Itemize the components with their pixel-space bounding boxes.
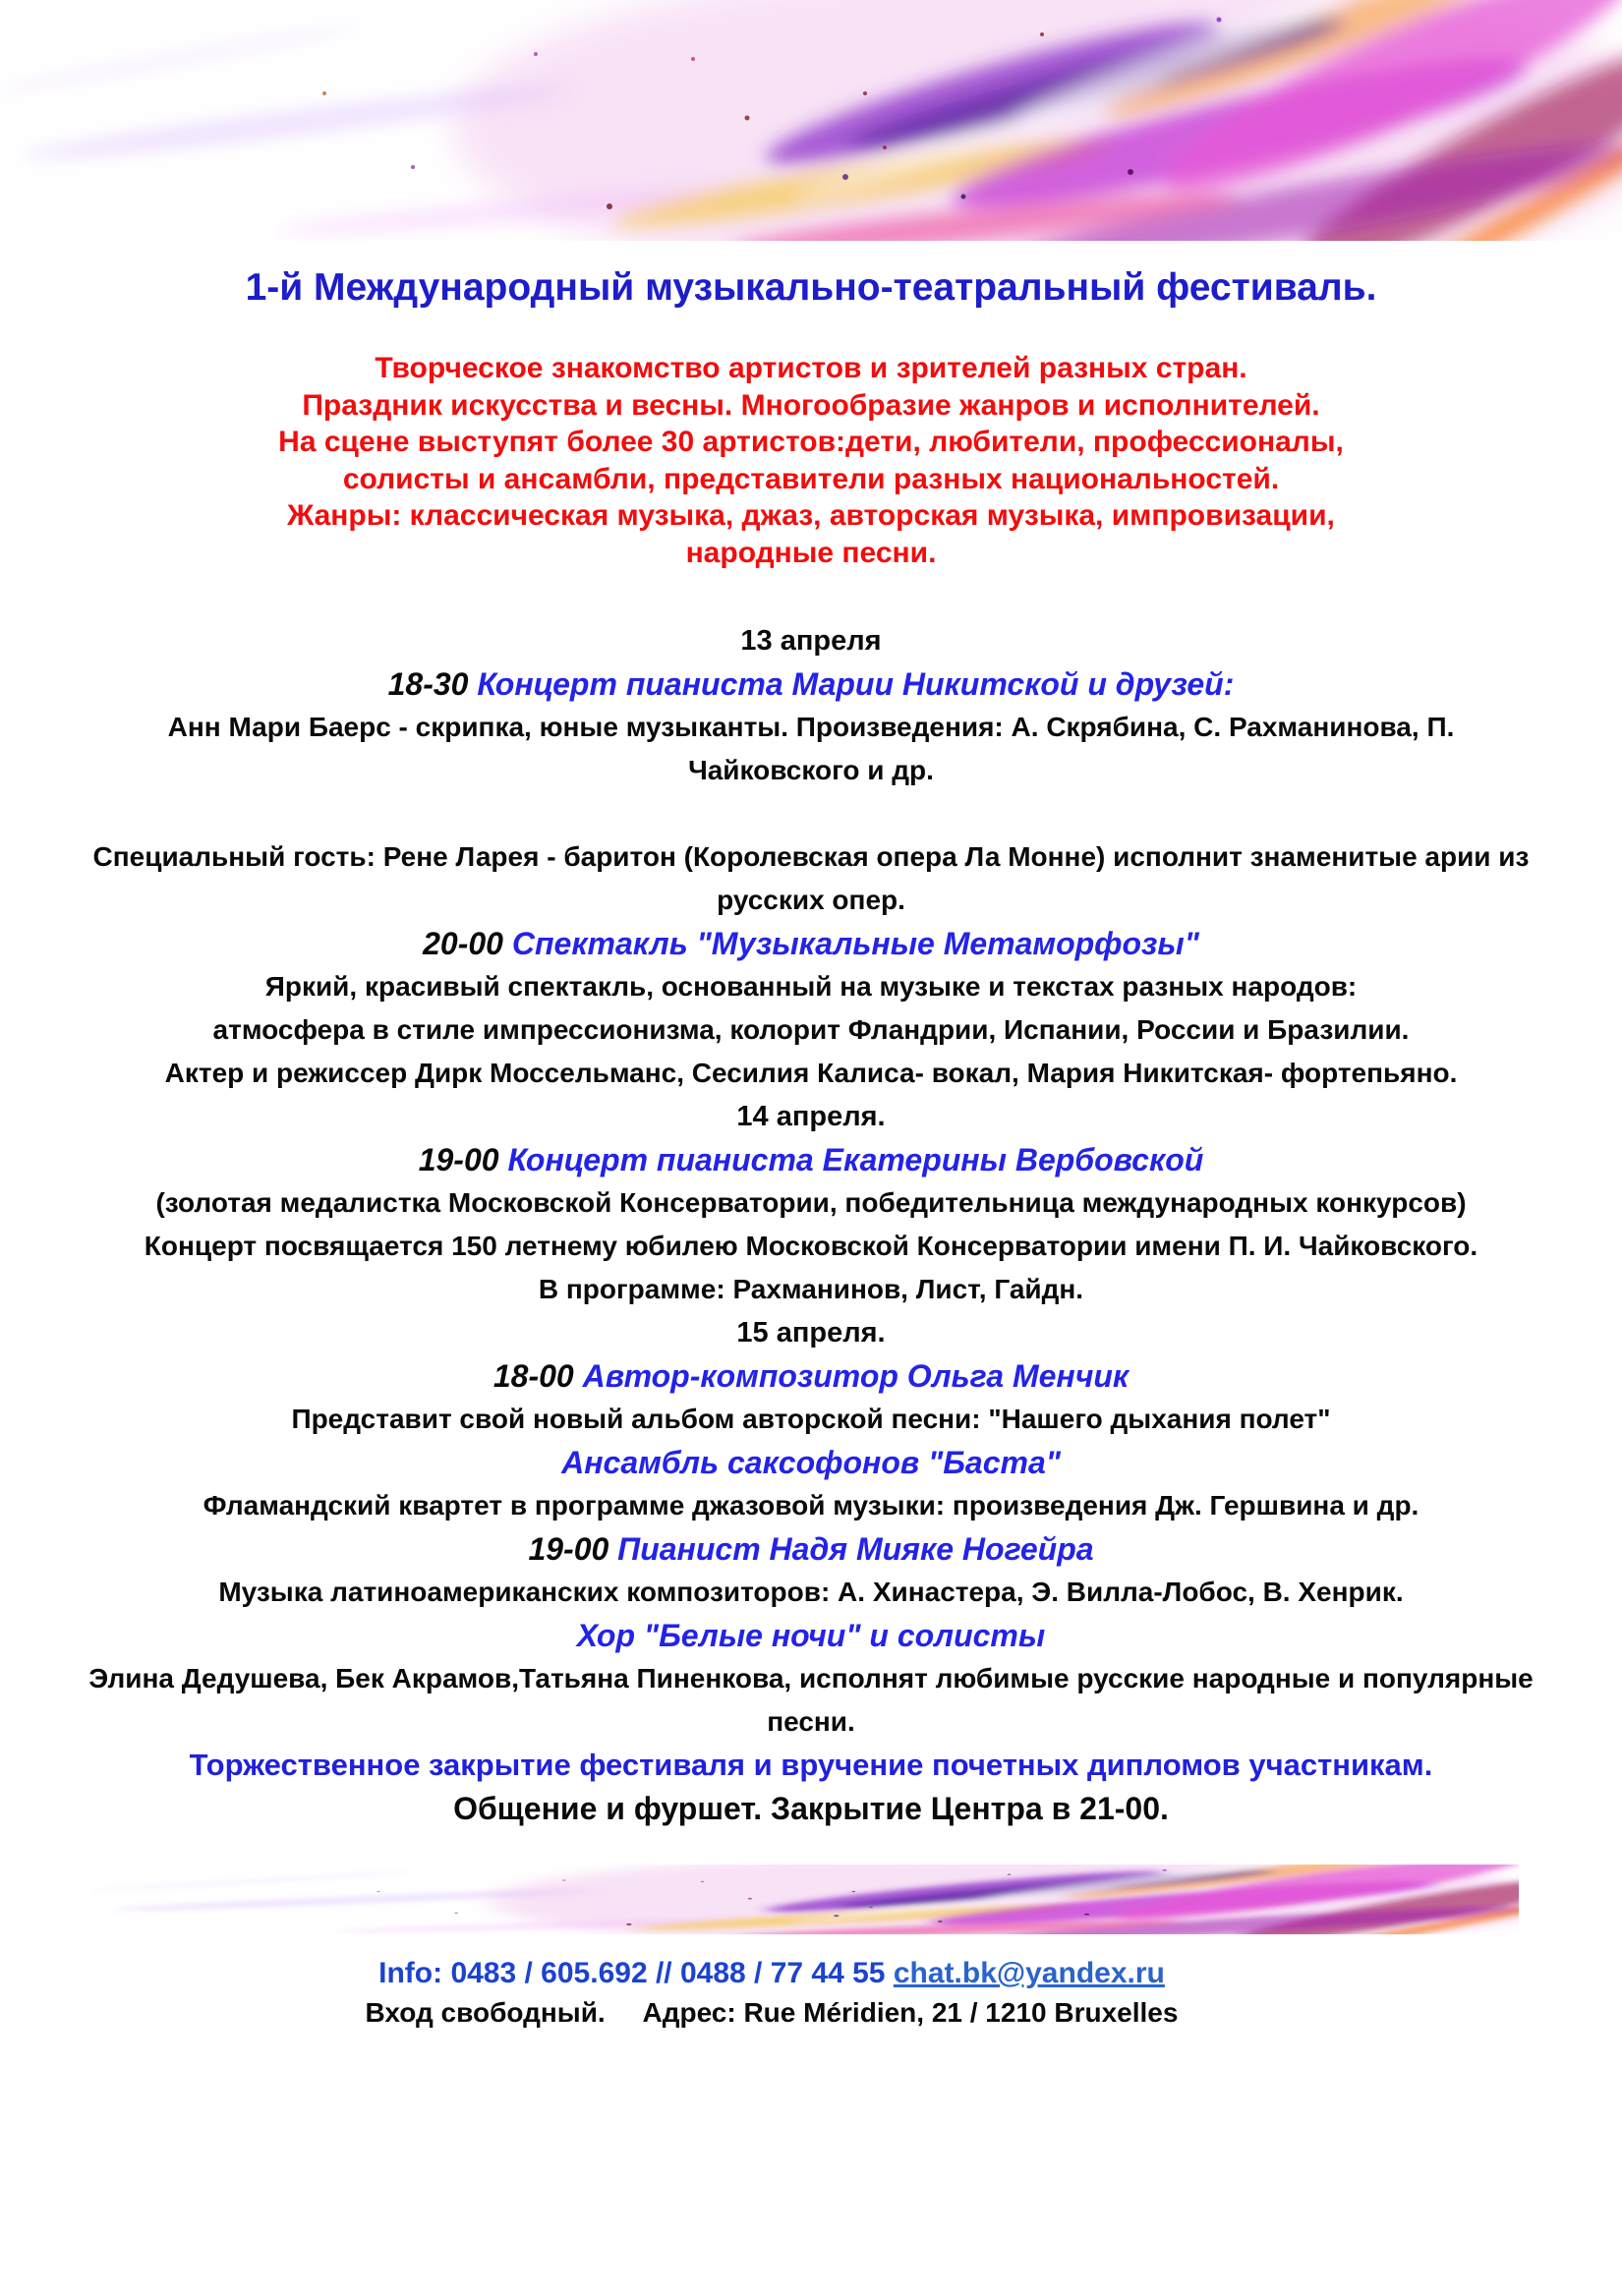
event-time: 19-00 bbox=[418, 1142, 508, 1177]
program-event-heading bbox=[0, 922, 1622, 965]
intro-line: Жанры: классическая музыка, джаз, авторская музыка, импровизации, bbox=[287, 499, 1335, 532]
program-event-heading bbox=[0, 1441, 1622, 1484]
intro-line: народные песни. bbox=[685, 536, 937, 569]
event-time: 20-00 bbox=[423, 926, 512, 961]
closing-note: Общение и фуршет. Закрытие Центра в 21-00. bbox=[453, 1791, 1169, 1826]
event-time: 19-00 bbox=[528, 1531, 618, 1567]
intro-line: солисты и ансамбли, представители разных национальностей. bbox=[342, 462, 1280, 495]
address-line bbox=[0, 1995, 1622, 2031]
intro-red-block bbox=[0, 350, 1622, 571]
program-event-heading bbox=[0, 1527, 1622, 1571]
event-title: Спектакль "Музыкальные Метаморфозы" bbox=[511, 926, 1199, 961]
program-text: русских опер. bbox=[717, 885, 905, 915]
program-schedule bbox=[0, 619, 1622, 1830]
free-entry-label: Вход свободный. bbox=[365, 1997, 606, 2028]
program-event-heading bbox=[0, 1614, 1622, 1657]
program-date: 14 апреля. bbox=[736, 1101, 886, 1132]
intro-line: Творческое знакомство артистов и зрителей разных стран. bbox=[375, 352, 1247, 384]
program-text: Специальный гость: Рене Ларея - баритон (Королевская опера Ла Монне) исполнит знаменитые арии из bbox=[92, 841, 1530, 872]
contact-phones: Info: 0483 / 605.692 // 0488 / 77 44 55 bbox=[378, 1957, 886, 1989]
page-title: 1-й Международный музыкально-театральный фестиваль. bbox=[245, 266, 1377, 309]
header-artwork bbox=[0, 0, 1622, 241]
footer-artwork bbox=[93, 1865, 1519, 1934]
event-title: Концерт пианиста Марии Никитской и друзей: bbox=[477, 666, 1235, 702]
program-text: Представит свой новый альбом авторской песни: "Нашего дыхания полет" bbox=[291, 1404, 1331, 1434]
spacer-line bbox=[0, 792, 1622, 835]
venue-address: Адрес: Rue Méridien, 21 / 1210 Bruxelles bbox=[642, 1997, 1179, 2028]
program-event-heading bbox=[0, 662, 1622, 706]
program-event-heading bbox=[0, 1138, 1622, 1181]
event-title: Хор "Белые ночи" и солисты bbox=[576, 1618, 1046, 1653]
program-text: Актер и режиссер Дирк Моссельманс, Сесилия Калиса- вокал, Мария Никитская- фортепьяно. bbox=[164, 1058, 1458, 1088]
event-title: Ансамбль саксофонов "Баста" bbox=[561, 1445, 1061, 1480]
program-text: песни. bbox=[767, 1706, 855, 1737]
contact-info-line bbox=[0, 1956, 1622, 1991]
event-title: Пианист Надя Мияке Ногейра bbox=[617, 1531, 1094, 1567]
closing-announcement: Торжественное закрытие фестиваля и вручение почетных дипломов участникам. bbox=[189, 1748, 1433, 1782]
program-text: Анн Мари Баерс - скрипка, юные музыканты. Произведения: А. Скрябина, С. Рахманинова, П. bbox=[167, 712, 1455, 742]
program-event-heading bbox=[0, 1354, 1622, 1398]
intro-line: Праздник искусства и весны. Многообразие жанров и исполнителей. bbox=[302, 388, 1320, 422]
program-date: 13 апреля bbox=[740, 625, 882, 657]
contact-email-link[interactable]: chat.bk@yandex.ru bbox=[893, 1957, 1165, 1989]
program-text: Концерт посвящается 150 летнему юбилею Московской Консерватории имени П. И. Чайковского. bbox=[144, 1231, 1478, 1261]
event-title: Концерт пианиста Екатерины Вербовской bbox=[507, 1142, 1204, 1177]
program-text: Фламандский квартет в программе джазовой музыки: произведения Дж. Гершвина и др. bbox=[203, 1490, 1419, 1521]
program-text: (золотая медалистка Московской Консерватории, победительница международных конкурсов) bbox=[155, 1187, 1467, 1218]
program-date: 15 апреля. bbox=[736, 1317, 886, 1349]
event-title: Автор-композитор Ольга Менчик bbox=[582, 1358, 1130, 1394]
event-time: 18-00 bbox=[492, 1358, 583, 1394]
program-text: атмосфера в стиле импрессионизма, колорит Фландрии, Испании, России и Бразилии. bbox=[212, 1014, 1410, 1045]
program-text: Музыка латиноамериканских композиторов: А. Хинастера, Э. Вилла-Лобос, В. Хенрик. bbox=[218, 1577, 1404, 1607]
intro-line: На сцене выступят более 30 артистов:дети, любители, профессионалы, bbox=[278, 426, 1344, 458]
program-text: Чайковского и др. bbox=[688, 755, 934, 785]
event-time: 18-30 bbox=[387, 666, 478, 702]
program-text: В программе: Рахманинов, Лист, Гайдн. bbox=[538, 1274, 1084, 1304]
program-text: Яркий, красивый спектакль, основанный на музыке и текстах разных народов: bbox=[264, 971, 1358, 1002]
program-text: Элина Дедушева, Бек Акрамов,Татьяна Пиненкова, исполнят любимые русские народные и популярные bbox=[88, 1663, 1534, 1693]
